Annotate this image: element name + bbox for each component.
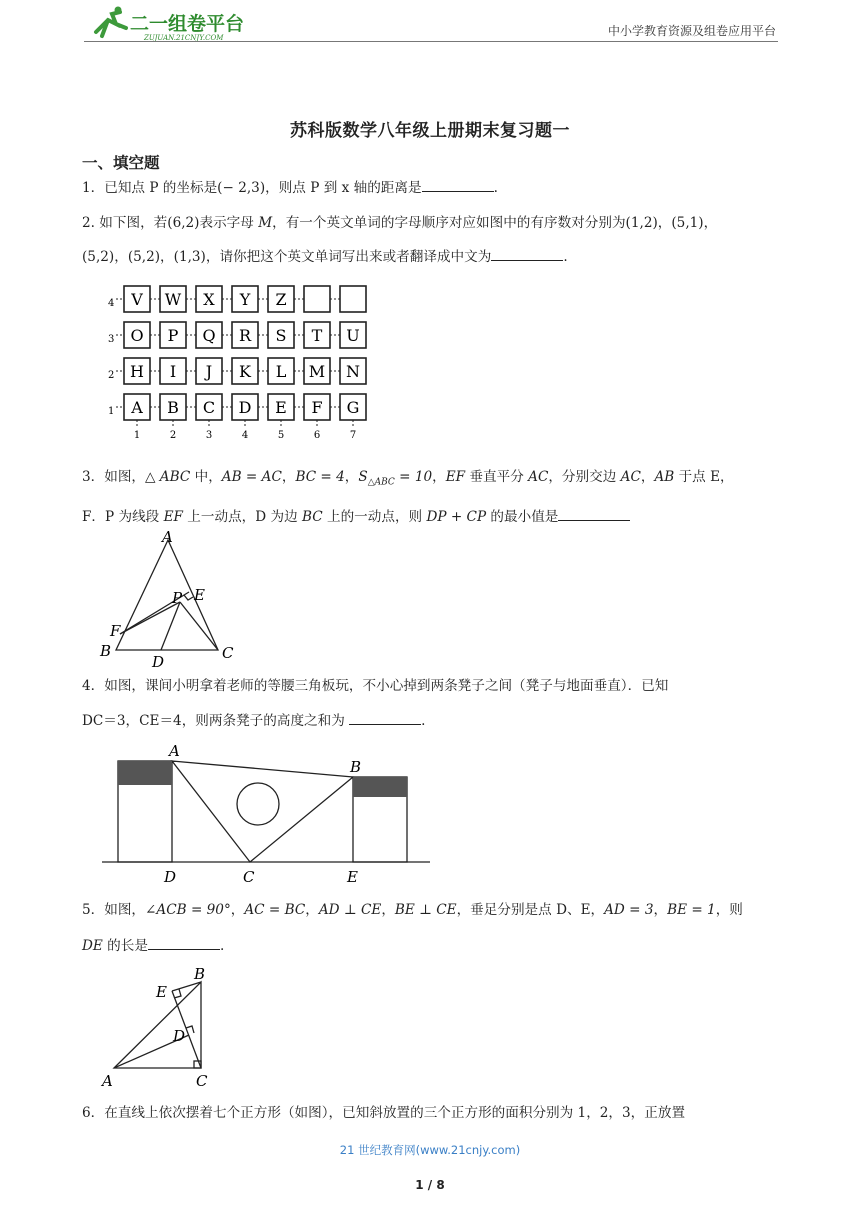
logo-text: 二一组卷平台 — [130, 13, 245, 35]
label-d: D — [164, 868, 177, 886]
letter-A: A — [131, 398, 143, 417]
label-d: D — [173, 1027, 186, 1045]
question-6-line-1: 6．在直线上依次摆着七个正方形（如图），已知斜放置的三个正方形的面积分别为 1，2，3，正放置 — [82, 1105, 686, 1121]
right-triangle-figure-5 — [98, 962, 228, 1090]
col-label: 1 — [133, 430, 141, 441]
letter-S: S — [275, 326, 287, 345]
runner-icon — [96, 12, 126, 36]
label-a: A — [169, 742, 180, 760]
question-4-line-2: DC＝3，CE＝4，则两条凳子的高度之和为 . — [82, 710, 778, 731]
label-b: B — [350, 758, 362, 776]
plate-hole — [237, 783, 279, 825]
letter-E: E — [275, 398, 287, 417]
label-a: A — [102, 1072, 113, 1090]
col-label: 3 — [205, 430, 213, 441]
question-2-line-2: (5,2)，(5,2)，(1,3)，请你把这个英文单词写出来或者翻译成中文为 . — [82, 246, 778, 267]
letter-C: C — [202, 398, 216, 417]
question-3-line-2: F．P 为线段 EF 上一动点，D 为边 BC 上的一动点，则 DP + CP 的最小值是 — [82, 506, 778, 527]
letter-grid-figure — [102, 280, 382, 442]
letter-N: N — [346, 362, 360, 381]
letter-I: I — [169, 362, 177, 381]
letter-M: M — [308, 362, 326, 381]
label-d: D — [152, 653, 165, 670]
segment-pd — [161, 602, 180, 650]
col-label: 6 — [313, 430, 321, 441]
letter-cell — [304, 286, 330, 312]
col-label: 7 — [349, 430, 357, 441]
question-5-line-1: 5．如图，∠ACB = 90°，AC = BC，AD ⊥ CE，BE ⊥ CE，垂足分别是点 D、E，AD = 3，BE = 1，则 — [82, 902, 743, 918]
triangle-figure-3 — [98, 528, 248, 670]
label-a: A — [162, 528, 173, 546]
letter-F: F — [311, 398, 323, 417]
question-2-line-1: 2. 如下图，若(6,2)表示字母 M，有一个英文单词的字母顺序对应如图中的有序数对分别为(1,2)，(5,1)， — [82, 215, 718, 231]
label-e: E — [347, 868, 358, 886]
section-heading: 一、填空题 — [82, 154, 160, 172]
row-label: 2 — [108, 370, 115, 381]
letter-O: O — [130, 326, 144, 345]
left-stool-top — [118, 761, 172, 785]
question-3-line-1: 3．如图，△ ABC 中，AB = AC，BC = 4，$S_{\triangle ABC} = 10$，EF 垂直平分 AC，分别交边 AC，AB 于点 E， — [82, 469, 734, 488]
answer-blank-5 — [148, 935, 220, 950]
letter-T: T — [311, 326, 323, 345]
page-number: 1 / 8 — [415, 1178, 445, 1192]
row-label: 1 — [108, 406, 115, 417]
letter-J: J — [205, 362, 213, 381]
letter-B: B — [167, 398, 179, 417]
letter-L: L — [275, 362, 287, 381]
answer-blank-2 — [491, 246, 563, 261]
label-b: B — [194, 965, 206, 983]
letter-H: H — [130, 362, 144, 381]
question-5-line-2: DE 的长是 . — [82, 935, 778, 956]
label-p: P — [172, 589, 183, 607]
letter-Z: Z — [275, 290, 287, 309]
col-label: 4 — [241, 430, 249, 441]
page-title: 苏科版数学八年级上册期末复习题一 — [290, 121, 570, 141]
label-c: C — [243, 868, 255, 886]
header-divider — [84, 41, 778, 42]
letter-K: K — [239, 362, 251, 381]
letter-U: U — [346, 326, 360, 345]
letter-P: P — [167, 326, 179, 345]
question-4-line-1: 4．如图，课间小明拿着老师的等腰三角板玩，不小心掉到两条凳子之间（凳子与地面垂直）．已知 — [82, 678, 669, 694]
col-label: 5 — [277, 430, 285, 441]
letter-Q: Q — [202, 326, 216, 345]
letter-X: X — [203, 290, 215, 309]
label-f: F — [110, 622, 121, 640]
site-logo — [86, 6, 276, 42]
segment-fp — [120, 602, 180, 634]
letter-W: W — [164, 290, 182, 309]
letter-R: R — [238, 326, 252, 345]
label-c: C — [222, 644, 234, 662]
question-1: 1．已知点 P 的坐标是(− 2,3)，则点 P 到 x 轴的距离是 . — [82, 177, 778, 198]
right-stool-top — [353, 777, 407, 797]
triangle-plate — [172, 761, 353, 862]
letter-G: G — [346, 398, 360, 417]
logo-subtext: ZUJUAN.21CNJY.COM — [144, 34, 224, 42]
row-label: 3 — [108, 334, 115, 345]
answer-blank-1 — [422, 177, 494, 192]
label-c: C — [196, 1072, 208, 1090]
stools-figure-4 — [100, 740, 434, 888]
row-label: 4 — [108, 298, 115, 309]
letter-Y: Y — [239, 290, 251, 309]
letter-cell — [340, 286, 366, 312]
answer-blank-4 — [349, 710, 421, 725]
col-label: 2 — [169, 430, 177, 441]
letter-D: D — [238, 398, 252, 417]
label-e: E — [156, 983, 167, 1001]
footer-link[interactable]: 21 世纪教育网(www.21cnjy.com) — [339, 1143, 521, 1157]
right-angle-mark — [184, 595, 193, 600]
header-platform-text: 中小学教育资源及组卷应用平台 — [607, 24, 776, 38]
label-e: E — [194, 586, 205, 604]
letter-V: V — [131, 290, 143, 309]
label-b: B — [100, 642, 112, 660]
answer-blank-3 — [558, 506, 630, 521]
